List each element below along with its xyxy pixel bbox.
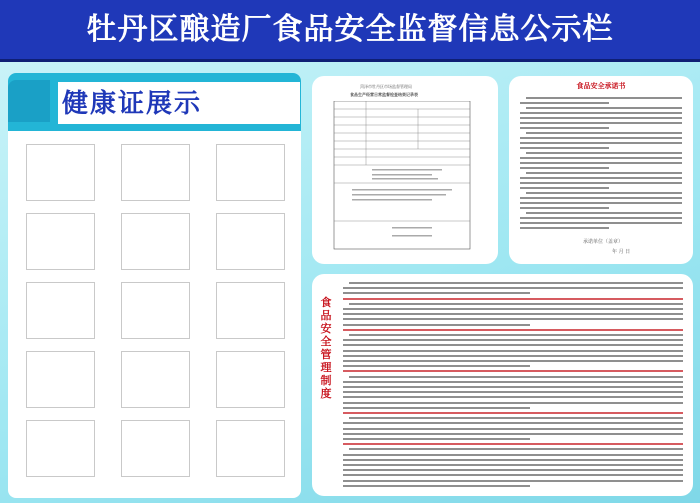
text-line — [526, 107, 682, 109]
inspection-form — [332, 81, 474, 256]
text-line — [520, 177, 682, 179]
text-line — [343, 464, 683, 466]
certificate-slot — [121, 420, 190, 477]
text-line — [520, 122, 682, 124]
text-line — [526, 172, 682, 174]
text-line — [349, 417, 683, 419]
text-line — [520, 197, 682, 199]
certificate-slot — [26, 282, 95, 339]
text-line — [526, 152, 682, 154]
text-line — [520, 222, 682, 224]
text-line — [343, 298, 683, 300]
certificate-slot — [26, 144, 95, 201]
text-line — [520, 137, 682, 139]
text-line — [520, 217, 682, 219]
text-line — [520, 127, 609, 129]
certificate-slot — [121, 351, 190, 408]
certificate-slot — [121, 282, 190, 339]
text-line — [343, 474, 683, 476]
text-line — [520, 227, 609, 229]
text-line — [343, 459, 683, 461]
text-line — [520, 102, 609, 104]
header-accent-block — [8, 80, 50, 122]
text-line — [349, 448, 683, 450]
pledge-title: 食品安全承诺书 — [576, 82, 626, 90]
text-line — [343, 355, 683, 357]
text-line — [343, 443, 683, 445]
text-line — [343, 360, 683, 362]
text-line — [343, 287, 683, 289]
text-line — [526, 132, 682, 134]
text-line — [343, 370, 683, 372]
text-line — [520, 142, 682, 144]
text-line — [526, 212, 682, 214]
certificate-slot — [26, 351, 95, 408]
text-line — [343, 339, 683, 341]
text-line — [520, 162, 682, 164]
form-title: 食品生产经营日常监督检查结果记录表 — [350, 92, 418, 97]
certificate-slot — [216, 213, 285, 270]
certificate-slot — [26, 420, 95, 477]
text-line — [343, 350, 683, 352]
text-line — [343, 318, 683, 320]
text-line — [343, 391, 683, 393]
text-line — [520, 202, 682, 204]
text-line — [343, 396, 683, 398]
text-line — [343, 313, 683, 315]
text-line — [526, 192, 682, 194]
form-table — [332, 101, 474, 271]
text-line — [343, 365, 530, 367]
text-line — [520, 112, 682, 114]
text-line — [343, 438, 530, 440]
text-line — [343, 422, 683, 424]
text-line — [349, 376, 683, 378]
certificate-slot — [216, 282, 285, 339]
certificate-slot — [216, 144, 285, 201]
text-line — [349, 282, 683, 284]
text-line — [343, 412, 683, 414]
certificate-slot — [121, 213, 190, 270]
management-system-title: 食品安全管理制度 — [320, 296, 332, 400]
pledge-signature-unit: 承诺单位（盖章） — [583, 239, 624, 245]
text-line — [343, 433, 683, 435]
text-line — [520, 187, 609, 189]
text-line — [343, 292, 530, 294]
text-line — [520, 147, 609, 149]
text-line — [526, 97, 682, 99]
text-line — [520, 157, 682, 159]
pledge-signature-date: 年 月 日 — [612, 249, 631, 255]
text-line — [343, 329, 683, 331]
text-line — [343, 407, 530, 409]
health-certificate-title: 健康证展示 — [62, 89, 203, 119]
text-line — [343, 344, 683, 346]
text-line — [520, 117, 682, 119]
certificate-slot — [216, 420, 285, 477]
text-line — [343, 402, 683, 404]
text-line — [343, 381, 683, 383]
board-title: 牡丹区酿造厂食品安全监督信息公示栏 — [86, 12, 614, 47]
text-line — [520, 182, 682, 184]
form-issuer: 菏泽市牡丹区市场监督管理局 — [360, 84, 412, 89]
pledge-panel — [509, 76, 693, 264]
text-line — [520, 167, 609, 169]
certificate-slot — [121, 144, 190, 201]
text-line — [343, 454, 683, 456]
certificate-grid — [26, 144, 286, 490]
text-line — [349, 334, 683, 336]
text-line — [343, 428, 683, 430]
text-line — [343, 386, 683, 388]
text-line — [349, 303, 683, 305]
text-line — [343, 469, 683, 471]
text-line — [343, 308, 683, 310]
text-line — [520, 207, 609, 209]
text-line — [343, 480, 683, 482]
certificate-slot — [26, 213, 95, 270]
text-line — [343, 324, 530, 326]
text-line — [343, 485, 530, 487]
certificate-slot — [216, 351, 285, 408]
